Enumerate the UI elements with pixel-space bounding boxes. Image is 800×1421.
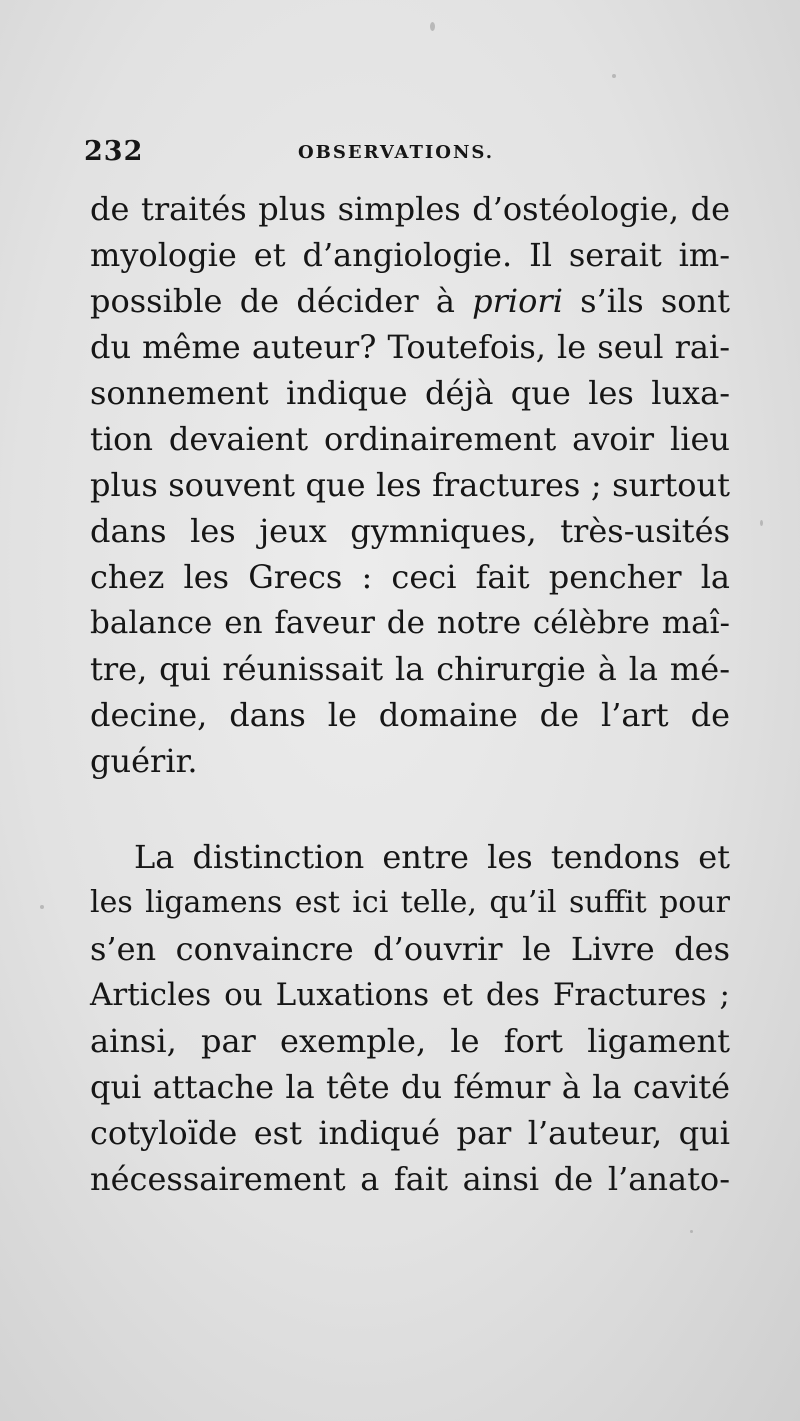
text-line: myologie et d’angiologie. Il serait im- (90, 236, 730, 274)
text-line: cotyloïde est indiqué par l’auteur, qui (90, 1114, 730, 1152)
text-line: ainsi, par exemple, le fort ligament (90, 1022, 730, 1060)
text-line: guérir. (90, 742, 198, 780)
page-number: 232 (84, 136, 144, 167)
page-header (84, 136, 724, 176)
text-line: balance en faveur de notre célèbre maî- (90, 605, 730, 641)
text-line: du même auteur? Toutefois, le seul rai- (90, 328, 730, 366)
text-line: La distinction entre les tendons et (134, 838, 730, 876)
text-line: tre, qui réunissait la chirurgie à la mé- (90, 650, 730, 688)
text-line: tion devaient ordinairement avoir lieu (90, 420, 730, 458)
text-line: decine, dans le domaine de l’art de (90, 696, 730, 734)
text-line: plus souvent que les fractures ; surtout (90, 466, 730, 504)
text-line: sonnement indique déjà que les luxa- (90, 374, 730, 412)
text-line: Articles ou Luxations et des Fractures ; (90, 977, 730, 1013)
paragraph-1 (90, 186, 730, 784)
paragraph-2 (90, 834, 730, 1202)
text-line: s’en convaincre d’ouvrir le Livre des (90, 930, 730, 968)
text-line: qui attache la tête du fémur à la cavité (90, 1068, 730, 1106)
text-line: chez les Grecs : ceci fait pencher la (90, 558, 730, 596)
text-line: dans les jeux gymniques, très-usités (90, 512, 730, 550)
text-line: possible de décider à priori s’ils sont (90, 282, 730, 320)
running-title: OBSERVATIONS. (298, 142, 495, 163)
text-line: de traités plus simples d’ostéologie, de (90, 190, 730, 228)
text-line: les ligamens est ici telle, qu’il suffit pour (90, 885, 730, 920)
text-line: nécessairement a fait ainsi de l’anato- (90, 1160, 730, 1198)
